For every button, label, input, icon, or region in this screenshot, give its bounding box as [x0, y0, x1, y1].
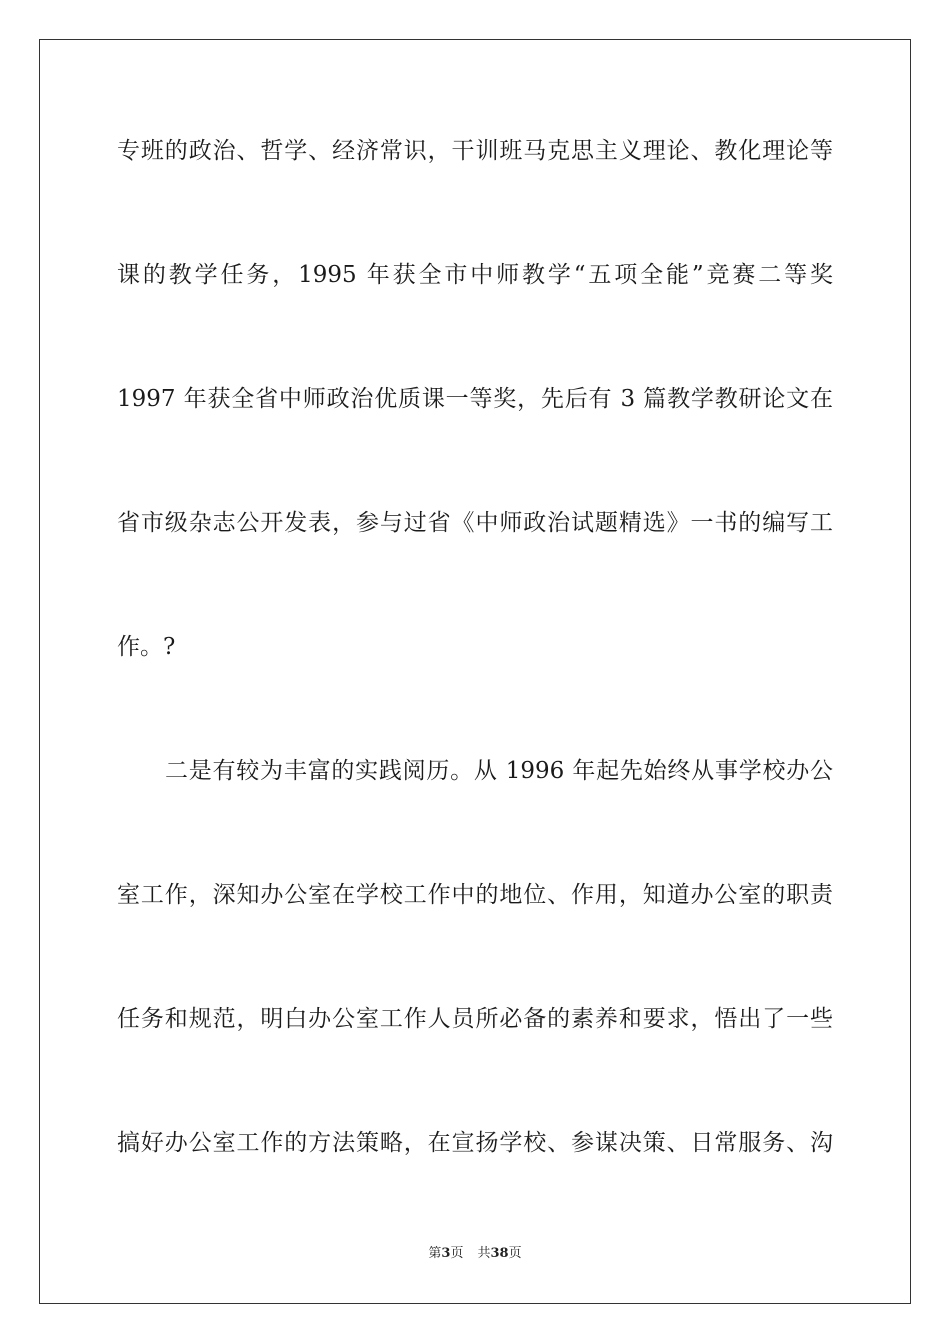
body-line-5: 作。?: [117, 634, 176, 660]
page-border: [39, 39, 911, 1304]
body-line-4: 省市级杂志公开发表，参与过省《中师政治试题精选》一书的编写工: [117, 510, 833, 536]
footer-total-prefix: 共: [477, 1246, 491, 1261]
footer-total-suffix: 页: [508, 1246, 522, 1261]
body-line-9: 搞好办公室工作的方法策略，在宣扬学校、参谋决策、日常服务、沟: [117, 1130, 833, 1156]
footer-page-suffix: 页: [450, 1246, 464, 1261]
body-line-3: 1997 年获全省中师政治优质课一等奖，先后有 3 篇教学教研论文在: [117, 386, 833, 412]
body-line-8: 任务和规范，明白办公室工作人员所必备的素养和要求，悟出了一些: [117, 1006, 833, 1032]
body-line-2: 课的教学任务，1995 年获全市中师教学“五项全能”竞赛二等奖: [117, 262, 833, 288]
body-line-1: 专班的政治、哲学、经济常识，干训班马克思主义理论、教化理论等: [117, 138, 833, 164]
body-line-7: 室工作，深知办公室在学校工作中的地位、作用，知道办公室的职责: [117, 882, 833, 908]
page-footer: [0, 1245, 950, 1263]
footer-page-prefix: 第: [428, 1246, 442, 1261]
footer-total-pages: 38: [490, 1246, 509, 1261]
body-line-6: 二是有较为丰富的实践阅历。从 1996 年起先始终从事学校办公: [165, 758, 833, 784]
footer-page-number: 3: [441, 1246, 451, 1261]
